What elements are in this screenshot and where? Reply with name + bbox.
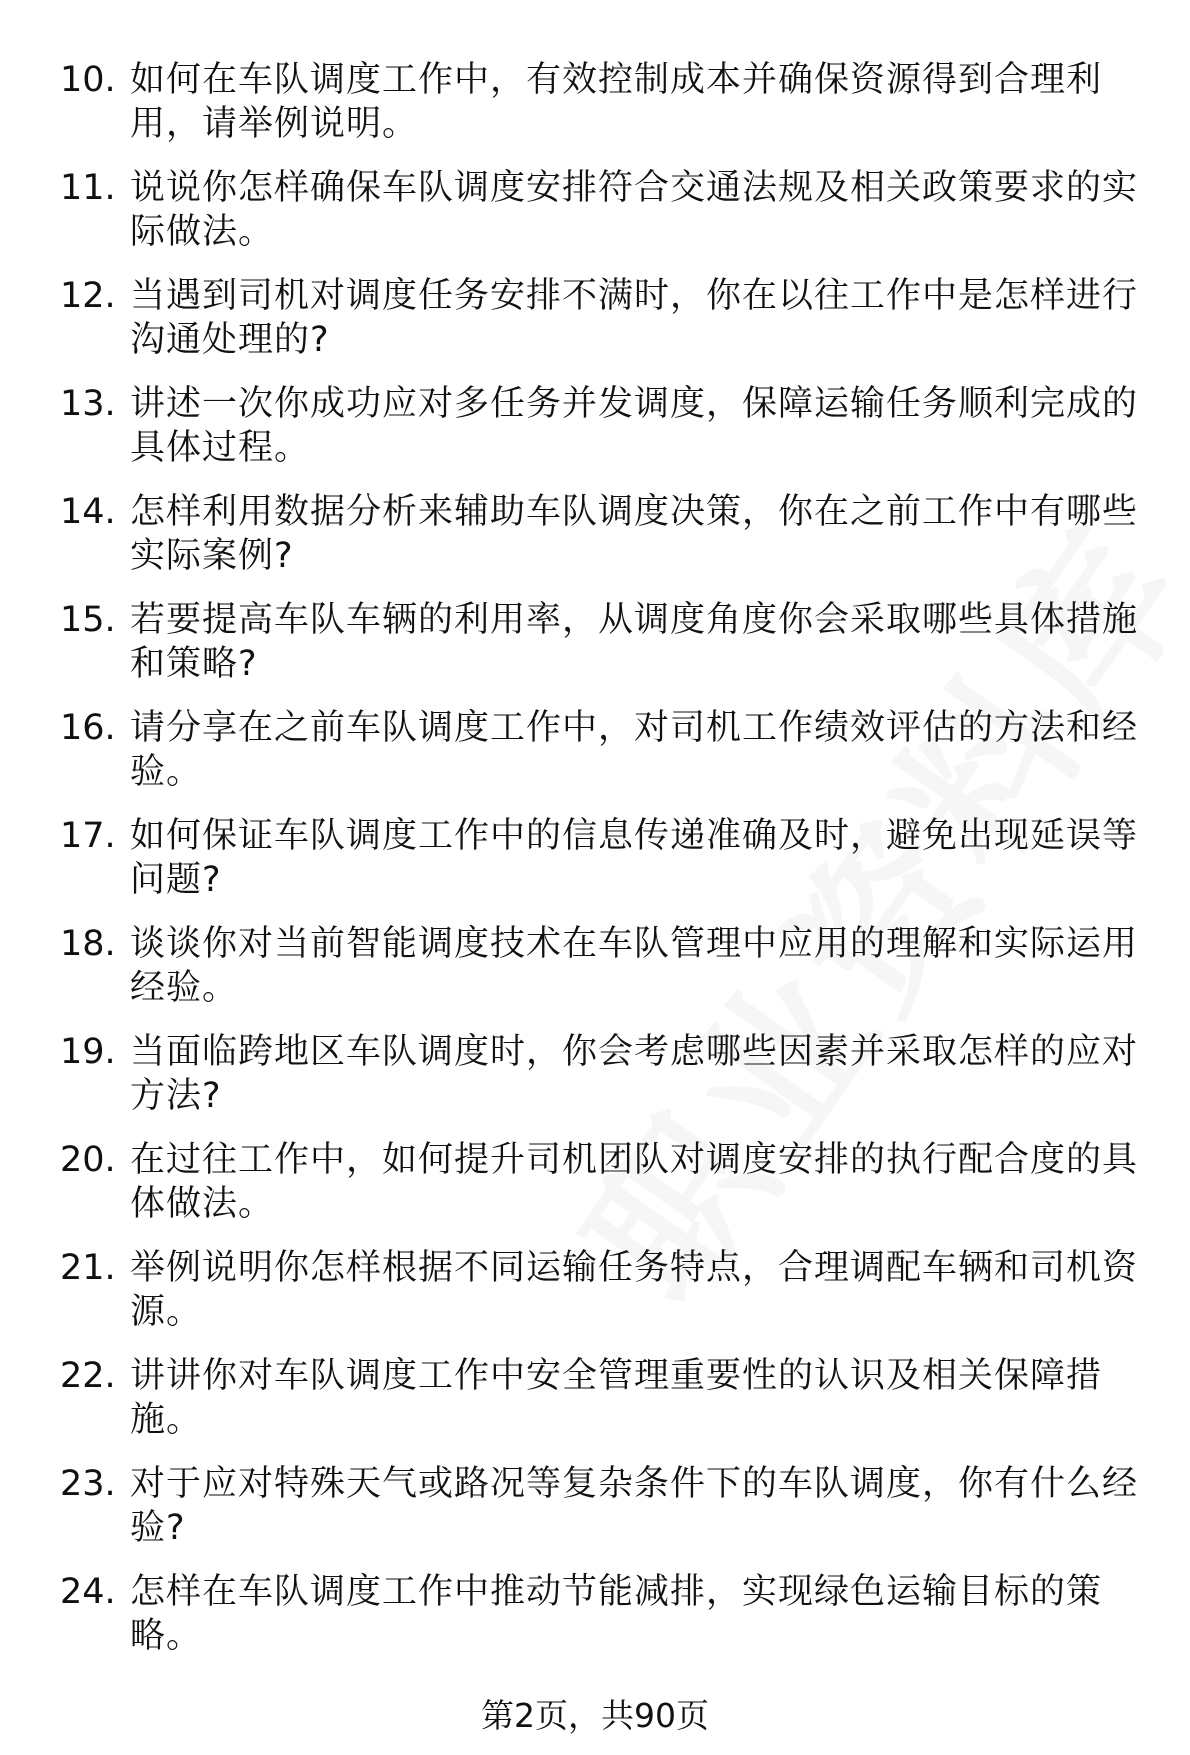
question-item (0, 1018, 1190, 1126)
question-item (0, 910, 1190, 1018)
question-text: 若要提高车队车辆的利用率，从调度角度你会采取哪些具体措施和策略? (130, 600, 1139, 684)
question-item (0, 478, 1190, 586)
question-number: 22. (60, 1356, 116, 1396)
question-item (0, 154, 1190, 262)
question-item (0, 1234, 1190, 1342)
question-item (0, 586, 1190, 694)
question-item (0, 694, 1190, 802)
question-item (0, 1558, 1190, 1666)
question-item (0, 1342, 1190, 1450)
question-number: 23. (60, 1464, 116, 1504)
question-number: 17. (60, 816, 116, 856)
question-item (0, 802, 1190, 910)
question-number: 10. (60, 60, 116, 100)
question-text: 举例说明你怎样根据不同运输任务特点，合理调配车辆和司机资源。 (130, 1248, 1139, 1332)
question-item (0, 370, 1190, 478)
question-number: 16. (60, 708, 116, 748)
question-item (0, 1126, 1190, 1234)
question-text: 当面临跨地区车队调度时，你会考虑哪些因素并采取怎样的应对方法? (130, 1032, 1139, 1116)
question-number: 18. (60, 924, 116, 964)
question-text: 谈谈你对当前智能调度技术在车队管理中应用的理解和实际运用经验。 (130, 924, 1139, 1008)
question-number: 19. (60, 1032, 116, 1072)
question-text: 讲述一次你成功应对多任务并发调度，保障运输任务顺利完成的具体过程。 (130, 384, 1139, 468)
question-number: 14. (60, 492, 116, 532)
question-list (0, 46, 1190, 1666)
question-text: 讲讲你对车队调度工作中安全管理重要性的认识及相关保障措施。 (130, 1356, 1103, 1440)
question-number: 24. (60, 1572, 116, 1612)
question-text: 怎样利用数据分析来辅助车队调度决策，你在之前工作中有哪些实际案例? (130, 492, 1139, 576)
question-text: 如何在车队调度工作中，有效控制成本并确保资源得到合理利用，请举例说明。 (130, 60, 1103, 144)
question-number: 11. (60, 168, 116, 208)
question-text: 当遇到司机对调度任务安排不满时，你在以往工作中是怎样进行沟通处理的? (130, 276, 1139, 360)
question-item (0, 46, 1190, 154)
question-text: 对于应对特殊天气或路况等复杂条件下的车队调度，你有什么经验? (130, 1464, 1139, 1548)
question-text: 说说你怎样确保车队调度安排符合交通法规及相关政策要求的实际做法。 (130, 168, 1139, 252)
question-number: 12. (60, 276, 116, 316)
question-number: 13. (60, 384, 116, 424)
question-text: 怎样在车队调度工作中推动节能减排，实现绿色运输目标的策略。 (130, 1572, 1103, 1656)
question-number: 15. (60, 600, 116, 640)
question-text: 请分享在之前车队调度工作中，对司机工作绩效评估的方法和经验。 (130, 708, 1139, 792)
question-number: 21. (60, 1248, 116, 1288)
question-item (0, 1450, 1190, 1558)
question-text: 如何保证车队调度工作中的信息传递准确及时，避免出现延误等问题? (130, 816, 1139, 900)
question-number: 20. (60, 1140, 116, 1180)
question-item (0, 262, 1190, 370)
page-number-footer: 第2页，共90页 (481, 1696, 709, 1735)
question-text: 在过往工作中，如何提升司机团队对调度安排的执行配合度的具体做法。 (130, 1140, 1139, 1224)
